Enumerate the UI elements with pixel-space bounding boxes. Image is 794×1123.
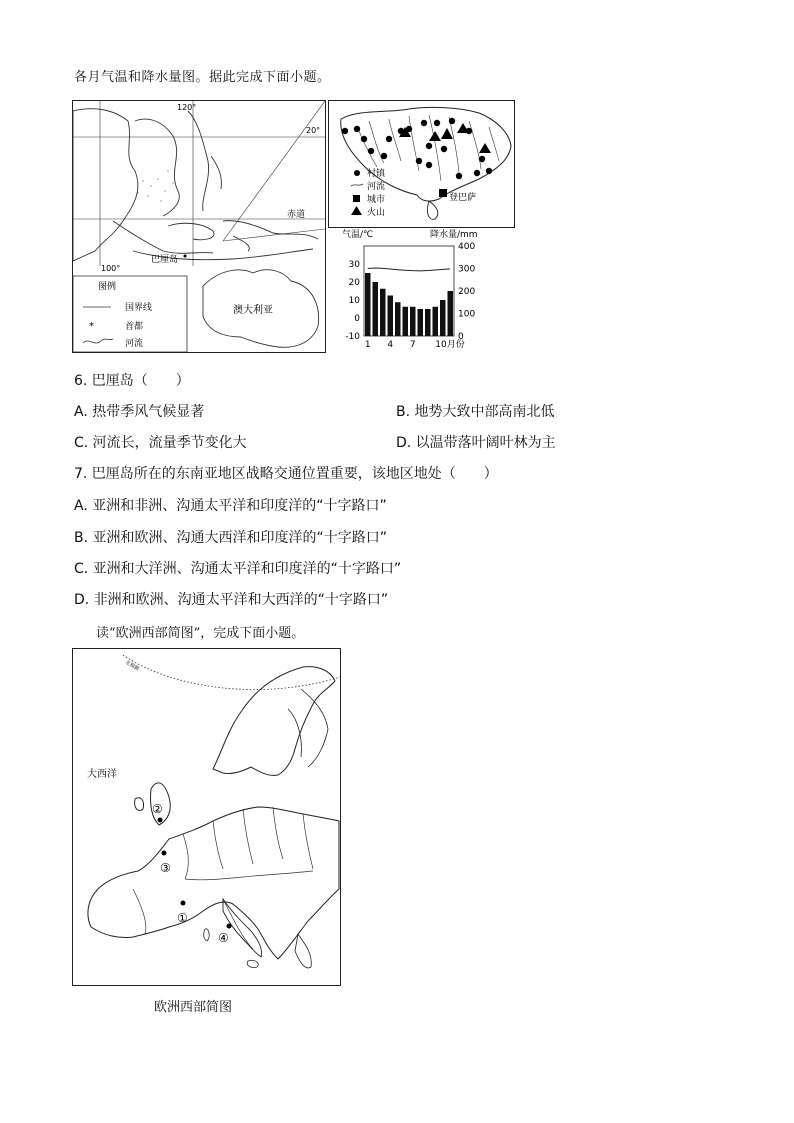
legend-inset-river: 河流 bbox=[367, 182, 386, 192]
precip-bar bbox=[440, 300, 446, 336]
precip-bar bbox=[380, 289, 386, 336]
precip-tick-label: 300 bbox=[458, 264, 476, 275]
month-tick-label: 4 bbox=[387, 340, 394, 350]
arctic-circle-label: 北极圈 bbox=[124, 659, 141, 673]
australia-label: 澳大利亚 bbox=[233, 305, 273, 316]
precip-bar bbox=[395, 302, 401, 336]
precip-bar bbox=[373, 282, 379, 336]
question-6-stem: 6. 巴厘岛（ ） bbox=[74, 373, 190, 389]
precip-tick-label: 0 bbox=[458, 332, 464, 342]
western-europe-map bbox=[72, 648, 341, 986]
precip-bar bbox=[388, 296, 394, 337]
location-dot-1 bbox=[181, 901, 186, 906]
climate-chart-svg bbox=[338, 228, 518, 354]
location-dot-4 bbox=[227, 924, 232, 929]
denpasar-label: 登巴萨 bbox=[449, 193, 477, 203]
lon-120-label: 120° bbox=[177, 103, 197, 112]
location-dot-3 bbox=[162, 851, 167, 856]
marker-1: ① bbox=[177, 911, 188, 925]
village-symbol bbox=[354, 170, 360, 176]
question-6-option-a[interactable]: A. 热带季风气候显著 bbox=[74, 404, 205, 420]
legend-volcano: 火山 bbox=[367, 208, 386, 218]
legend-title: 图例 bbox=[98, 282, 117, 292]
western-europe-drawing bbox=[73, 649, 340, 985]
lat-20-label: 20° bbox=[306, 126, 321, 135]
intro-text: 各月气温和降水量图。据此完成下面小题。 bbox=[74, 70, 331, 85]
location-dot-2 bbox=[158, 818, 163, 823]
month-tick-label: 7 bbox=[409, 340, 416, 350]
question-6-option-b[interactable]: B. 地势大致中部高南北低 bbox=[396, 404, 555, 420]
temp-tick-label: 30 bbox=[348, 260, 360, 270]
europe-intro-text: 读“欧洲西部简图”，完成下面小题。 bbox=[96, 626, 305, 641]
precip-bar bbox=[418, 309, 424, 336]
temp-axis-title: 气温/℃ bbox=[342, 230, 374, 240]
temperature-line bbox=[368, 268, 451, 271]
temp-tick-label: 10 bbox=[348, 296, 360, 306]
precip-bar bbox=[433, 307, 439, 336]
precip-tick-label: 200 bbox=[458, 287, 476, 297]
precip-axis-title: 降水量/mm bbox=[430, 230, 478, 240]
bali-inset-drawing bbox=[329, 101, 514, 227]
bali-marker bbox=[184, 255, 187, 258]
lon-100-label: 100° bbox=[101, 264, 121, 273]
equator-label: 赤道 bbox=[287, 210, 306, 220]
marker-4: ④ bbox=[218, 931, 229, 945]
capital-symbol: * bbox=[89, 321, 94, 332]
question-6-option-d[interactable]: D. 以温带落叶阔叶林为主 bbox=[396, 435, 556, 451]
question-6-option-c[interactable]: C. 河流长，流量季节变化大 bbox=[74, 435, 247, 451]
denpasar-marker bbox=[439, 189, 447, 197]
inset-river-symbol bbox=[351, 184, 363, 186]
precip-bar bbox=[448, 291, 454, 336]
question-7-option-c[interactable]: C. 亚洲和大洋洲、沟通太平洋和印度洋的“十字路口” bbox=[74, 561, 402, 577]
precip-bar bbox=[410, 307, 416, 336]
legend-capital: 首都 bbox=[125, 322, 144, 332]
city-symbol bbox=[353, 195, 360, 202]
precip-bar bbox=[403, 307, 409, 336]
precip-bar bbox=[425, 309, 431, 336]
southeast-asia-map bbox=[72, 100, 326, 353]
legend-village: 村镇 bbox=[367, 169, 386, 179]
southeast-asia-map-drawing bbox=[73, 101, 325, 352]
atlantic-ocean-label: 大西洋 bbox=[87, 769, 117, 780]
question-7-option-b[interactable]: B. 亚洲和欧洲、沟通大西洋和印度洋的“十字路口” bbox=[74, 530, 388, 546]
question-7-option-a[interactable]: A. 亚洲和非洲、沟通太平洋和印度洋的“十字路口” bbox=[74, 498, 387, 514]
europe-map-caption: 欧洲西部简图 bbox=[154, 1000, 233, 1015]
legend-river: 河流 bbox=[125, 339, 144, 349]
arctic-circle-line bbox=[123, 655, 340, 690]
volcano-symbol bbox=[351, 206, 362, 215]
temp-tick-label: -10 bbox=[345, 332, 360, 342]
legend-city: 城市 bbox=[367, 195, 386, 205]
bali-label: 巴厘岛 bbox=[151, 255, 179, 265]
climate-chart bbox=[338, 228, 518, 354]
month-tick-label: 1 bbox=[364, 340, 371, 350]
bali-inset-map bbox=[328, 100, 515, 228]
legend-border: 国界线 bbox=[125, 303, 153, 313]
marker-3: ③ bbox=[160, 861, 171, 875]
precip-tick-label: 100 bbox=[458, 309, 476, 320]
precip-bar bbox=[365, 273, 371, 336]
precip-tick-label: 400 bbox=[458, 242, 476, 252]
temp-tick-label: 20 bbox=[348, 278, 360, 288]
question-7-option-d[interactable]: D. 非洲和欧洲、沟通太平洋和大西洋的“十字路口” bbox=[74, 592, 389, 608]
month-tick-label: 10月份 bbox=[435, 340, 465, 350]
marker-2: ② bbox=[152, 802, 163, 816]
question-7-stem: 7. 巴厘岛所在的东南亚地区战略交通位置重要，该地区地处（ ） bbox=[74, 466, 498, 482]
temp-tick-label: 0 bbox=[354, 314, 360, 324]
